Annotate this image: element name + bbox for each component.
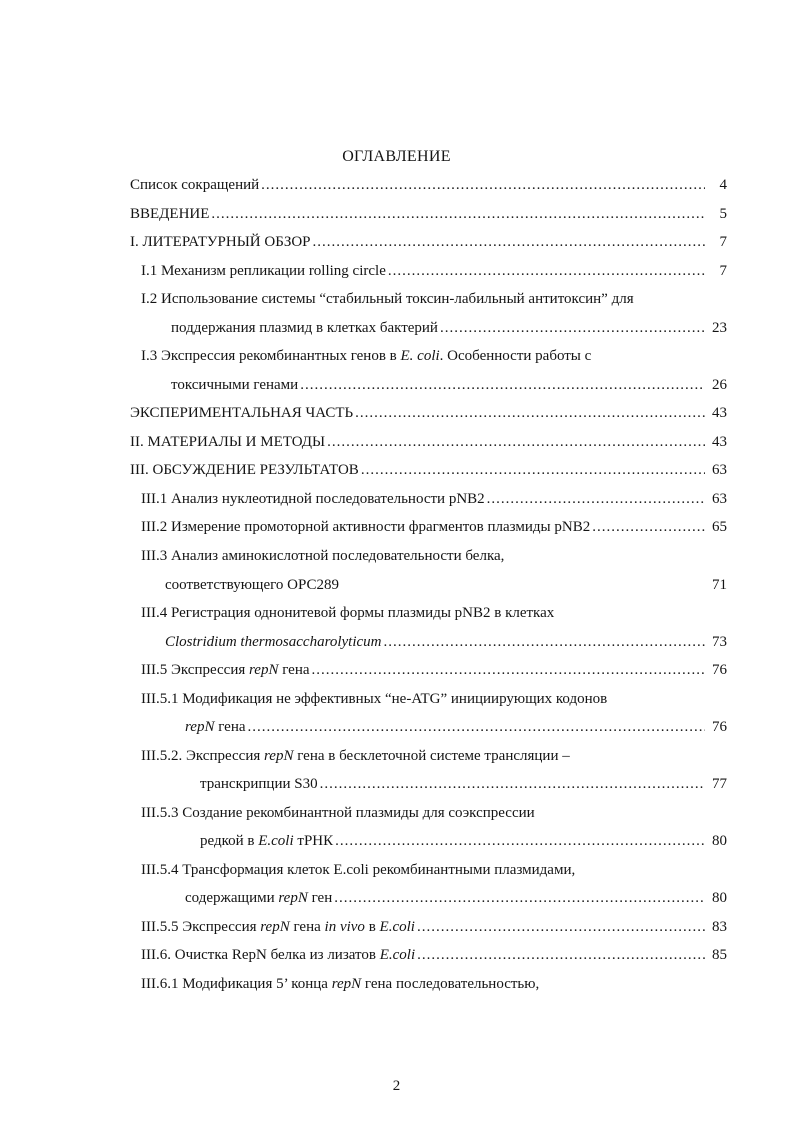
- page-ref: 43: [712, 434, 727, 450]
- leader-dots: [312, 656, 705, 684]
- toc-entry-continuation[interactable]: токсичными генами ..... 26: [171, 371, 727, 399]
- leader-dots: [211, 200, 705, 228]
- toc-entry-continuation[interactable]: транскрипции S30 ..... 77: [200, 770, 727, 798]
- leader-dots: [327, 428, 705, 456]
- toc-entry[interactable]: ЭКСПЕРИМЕНТАЛЬНАЯ ЧАСТЬ ..... 43: [130, 399, 727, 427]
- page-ref: 83: [712, 919, 727, 935]
- toc-entry-continuation[interactable]: поддержания плазмид в клетках бактерий ..... 23: [171, 314, 727, 342]
- page-ref: 73: [712, 634, 727, 650]
- toc-entry[interactable]: I.1 Механизм репликации rolling circle ..... 7: [141, 257, 727, 285]
- page-ref: 65: [712, 519, 727, 535]
- page-ref: 77: [712, 776, 727, 792]
- page-ref: 7: [719, 234, 727, 250]
- leader-dots: [335, 827, 705, 855]
- leader-dots: [440, 314, 705, 342]
- leader-dots: [355, 399, 705, 427]
- leader-dots: [384, 628, 705, 656]
- page-ref: 71: [712, 577, 727, 593]
- toc-entry[interactable]: I. ЛИТЕРАТУРНЫЙ ОБЗОР ..... 7: [130, 228, 727, 256]
- toc-entry[interactable]: I.3 Экспрессия рекомбинантных генов в E. coli. Особенности работы с: [141, 348, 592, 364]
- toc-title: ОГЛАВЛЕНИЕ: [342, 148, 451, 165]
- toc-entry[interactable]: III.5.5 Экспрессия repN гена in vivo в E.coli ..... 83: [141, 913, 727, 941]
- toc-entry[interactable]: III.6.1 Модификация 5’ конца repN гена последовательностью,: [141, 976, 540, 992]
- leader-dots: [313, 228, 705, 256]
- page-ref: 85: [712, 947, 727, 963]
- toc-entry[interactable]: III.4 Регистрация однонитевой формы плазмиды pNB2 в клетках: [141, 605, 555, 621]
- leader-dots: [300, 371, 705, 399]
- toc-entry[interactable]: III.5.1 Модификация не эффективных “не-ATG” инициирующих кодонов: [141, 691, 608, 707]
- toc-entry-continuation[interactable]: соответствующего ОРС289 71: [165, 571, 727, 599]
- toc-entry[interactable]: III.1 Анализ нуклеотидной последовательности pNB2 ..... 63: [141, 485, 727, 513]
- leader-dots: [320, 770, 705, 798]
- leader-dots: [388, 257, 705, 285]
- page-ref: 76: [712, 719, 727, 735]
- toc-entry[interactable]: III.5 Экспрессия repN гена ..... 76: [141, 656, 727, 684]
- page-ref: 5: [719, 206, 727, 222]
- leader-dots: [261, 171, 705, 199]
- toc-entry-continuation[interactable]: repN гена ..... 76: [185, 713, 727, 741]
- leader-dots: [417, 941, 705, 969]
- leader-dots: [361, 456, 705, 484]
- leader-dots: [334, 884, 705, 912]
- page-ref: 80: [712, 833, 727, 849]
- leader-dots: [592, 513, 705, 541]
- toc-entry[interactable]: I.2 Использование системы “стабильный токсин-лабильный антитоксин” для: [141, 291, 634, 307]
- toc-entry[interactable]: III. ОБСУЖДЕНИЕ РЕЗУЛЬТАТОВ ..... 63: [130, 456, 727, 484]
- leader-dots: [248, 713, 705, 741]
- toc-entry-continuation[interactable]: Clostridium thermosaccharolyticum ..... 73: [165, 628, 727, 656]
- toc-entry-continuation[interactable]: содержащими repN ген ..... 80: [185, 884, 727, 912]
- page-ref: 63: [712, 491, 727, 507]
- toc-entry[interactable]: III.5.3 Создание рекомбинантной плазмиды для соэкспрессии: [141, 805, 535, 821]
- toc-entry[interactable]: ВВЕДЕНИЕ ..... 5: [130, 200, 727, 228]
- toc-entry[interactable]: III.5.2. Экспрессия repN гена в бесклеточной системе трансляции –: [141, 748, 570, 764]
- page-ref: 23: [712, 320, 727, 336]
- page-ref: 26: [712, 377, 727, 393]
- page-ref: 4: [719, 177, 727, 193]
- toc-entry[interactable]: III.6. Очистка RepN белка из лизатов E.coli ..... 85: [141, 941, 727, 969]
- toc-entry[interactable]: III.2 Измерение промоторной активности фрагментов плазмиды pNB2 ..... 65: [141, 513, 727, 541]
- leader-dots: [487, 485, 705, 513]
- toc-entry-continuation[interactable]: редкой в E.coli тРНК ..... 80: [200, 827, 727, 855]
- page-number: 2: [392, 1078, 401, 1094]
- toc-entry[interactable]: III.3 Анализ аминокислотной последовательности белка,: [141, 548, 505, 564]
- toc-entry[interactable]: Список сокращений ..... 4: [130, 171, 727, 199]
- page-ref: 80: [712, 890, 727, 906]
- leader-dots: [417, 913, 705, 941]
- page-ref: 76: [712, 662, 727, 678]
- toc-entry[interactable]: III.5.4 Трансформация клеток E.coli рекомбинантными плазмидами,: [141, 862, 576, 878]
- toc-entry[interactable]: II. МАТЕРИАЛЫ И МЕТОДЫ ..... 43: [130, 428, 727, 456]
- page-ref: 63: [712, 462, 727, 478]
- page-ref: 43: [712, 405, 727, 421]
- page-ref: 7: [719, 263, 727, 279]
